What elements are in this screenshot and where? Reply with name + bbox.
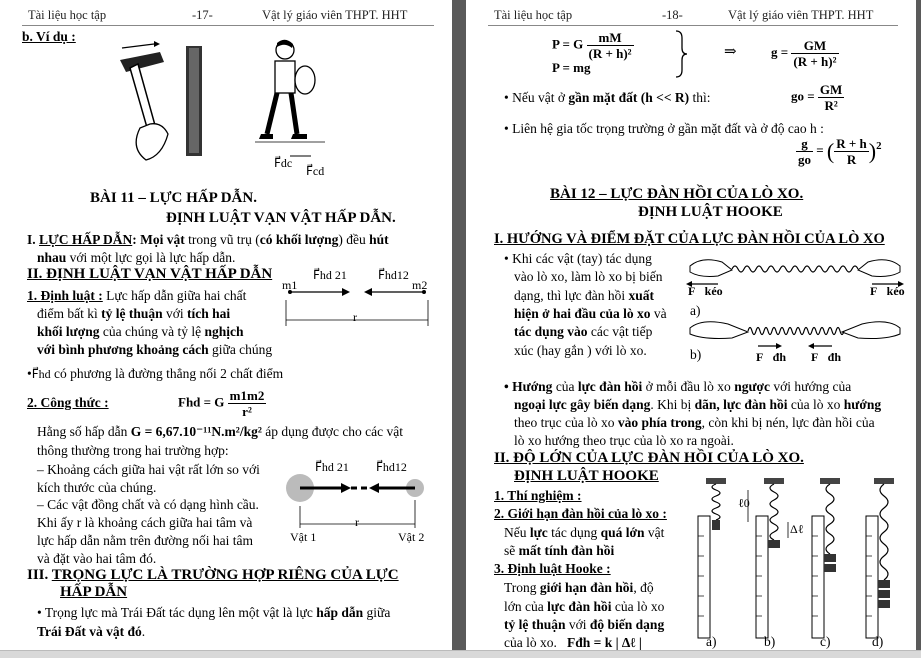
p1-line1: • Khi các vật (tay) tác dụng (504, 251, 652, 266)
limit-label: 2. Giới hạn đàn hồi của lò xo : (494, 506, 667, 521)
p1-line3: dạng, thì lực đàn hồi xuất (514, 288, 655, 303)
sphere-f12-label: F⃗hd12 (376, 460, 407, 474)
section3-line1: • Trọng lực mà Trái Đất tác dụng lên một vật là lực hấp dẫn giữa (37, 605, 391, 620)
fig-a-label: a) (690, 303, 701, 318)
header-rule (22, 25, 434, 26)
p2-line3: theo trục của lò xo vào phía trong, còn khi bị nén, lực đàn hồi của (514, 415, 875, 430)
section3-line2: Trái Đất và vật đó. (37, 624, 146, 639)
section3-title: III. TRỌNG LỰC LÀ TRƯỜNG HỢP RIÊNG CỦA LỰC (27, 567, 399, 583)
case1-line2: kích thước của chúng. (37, 480, 157, 495)
spring-hands-figure (688, 252, 902, 370)
header-left: Tài liệu học tập (494, 8, 573, 22)
l0-label: ℓ0 (738, 496, 750, 510)
hooke-line4: của lò xo. Fđh = k | Δℓ | (504, 635, 642, 650)
header-right: Vật lý giáo viên THPT. HHT (728, 8, 874, 22)
p1-line2: vào lò xo, làm lò xo bị biến (514, 269, 663, 284)
spring-b-label: b) (764, 634, 776, 649)
f21-label: F⃗hd 21 (313, 268, 347, 282)
page-number: -18- (662, 8, 683, 22)
elastic-force-1-label: F⃗đh (756, 350, 787, 364)
spring-c-label: c) (820, 634, 831, 649)
case2-line3: lực hấp dẫn nằm trên đường nối hai tâm (37, 533, 253, 548)
force-dc-label: F⃗dc (274, 156, 293, 170)
sphere-f21-label: F⃗hd 21 (315, 460, 349, 474)
limit-line2: sẽ mất tính đàn hồi (504, 543, 615, 558)
hooke-label: 3. Định luật Hooke : (494, 561, 611, 576)
definition-line1: 1. Định luật : Lực hấp dẫn giữa hai chất (27, 288, 247, 303)
lesson-subtitle: ĐỊNH LUẬT VẠN VẬT HẤP DẪN. (166, 210, 396, 226)
section1-title: LỰC HẤP DẪN (39, 232, 133, 247)
f12-label: F⃗hd12 (378, 268, 409, 282)
section2-title: II. ĐỊNH LUẬT VẠN VẬT HẤP DẪN (27, 266, 273, 282)
p1-line4: hiện ở hai đầu của lò xo và (514, 306, 667, 321)
system-brace (674, 30, 688, 78)
force-cd-label: F⃗cd (306, 164, 325, 178)
p2-line2: ngoại lực gây biến dạng. Khi bị dãn, lực đàn hồi của lò xo hướng (514, 397, 882, 412)
spring-d-label: d) (872, 634, 884, 649)
m1-label: m1 (282, 278, 298, 292)
gravity-formula: Fhd = G $\frac{m1m2}{\text{r²}}$ (178, 388, 265, 419)
pull-force-right-label: F⃗kéo (870, 284, 905, 298)
hammer-figure (100, 38, 230, 163)
fhd-bullet: •F⃗hd có phương là đường thẳng nối 2 chất điểm (27, 366, 284, 381)
left-page (0, 0, 452, 658)
p2-line4: lò xo hướng theo trục của lò xo ra ngoài. (514, 433, 734, 448)
hooke-line1: Trong giới hạn đàn hồi, độ (504, 580, 654, 595)
right-page (466, 0, 916, 658)
hooke-line2: lớn của lực đàn hồi của lò xo (504, 599, 665, 614)
section1-line1: I. LỰC HẤP DẪN: Mọi vật trong vũ trụ (có khối lượng) đều hút (27, 232, 389, 247)
hooke-line3: tỷ lệ thuận với độ biến dạng (504, 617, 665, 632)
section2-subtitle: ĐỊNH LUẬT HOOKE (514, 468, 659, 484)
section1-line2: nhau với một lực gọi là lực hấp dẫn. (37, 250, 236, 265)
person-figure (255, 38, 330, 168)
section1-title: I. HƯỚNG VÀ ĐIỂM ĐẶT CỦA LỰC ĐÀN HỒI CỦA LÒ XO (494, 231, 885, 247)
case2-line1: – Các vật đồng chất và có dạng hình cầu. (37, 497, 259, 512)
sphere-r-label: r (355, 515, 359, 529)
page-number: -17- (192, 8, 213, 22)
lesson-title: BÀI 11 – LỰC HẤP DẪN. (90, 190, 257, 206)
spring-a-label: a) (706, 634, 717, 649)
experiment-label: 1. Thí nghiệm : (494, 488, 582, 503)
p1-line5: tác dụng vào các vật tiếp (514, 324, 653, 339)
section2-title: II. ĐỘ LỚN CỦA LỰC ĐÀN HỒI CỦA LÒ XO. (494, 450, 804, 466)
limit-line1: Nếu lực tác dụng quá lớn vật (504, 525, 665, 540)
body2-label: Vật 2 (398, 530, 425, 544)
lesson-subtitle: ĐỊNH LUẬT HOOKE (638, 204, 783, 220)
p1-line6: xúc (hay gắn ) với lò xo. (514, 343, 647, 358)
delta-l-label: Δℓ (790, 522, 804, 536)
section3-title-line2: HẤP DẪN (60, 584, 128, 600)
spring-experiment-figure (684, 476, 906, 641)
lesson-title: BÀI 12 – LỰC ĐÀN HỒI CỦA LÒ XO. (550, 186, 804, 202)
case1-line1: – Khoảng cách giữa hai vật rất lớn so với (37, 462, 260, 477)
r-label: r (353, 310, 357, 324)
case2-line2: Khi ấy r là khoảng cách giữa hai tâm và (37, 515, 253, 530)
p2-line1: • Hướng của lực đàn hồi ở mỗi đầu lò xo ngược với hướng của (504, 379, 852, 394)
case2-line4: và đặt vào hai tâm đó. (37, 551, 157, 566)
equation-p2: P = mg (552, 60, 591, 75)
body1-label: Vật 1 (290, 530, 317, 544)
g0-formula: go = $\frac{GM}{\text{R²}}$ (791, 82, 843, 113)
equation-p1: P = G $\frac{mM}{\text{(R + h)²}}$ (552, 30, 632, 61)
constant-line2: thông thường trong hai trường hợp: (37, 443, 229, 458)
m2-label: m2 (412, 278, 428, 292)
pull-force-left-label: F⃗kéo (688, 284, 723, 298)
implies-symbol: ⇒ (724, 44, 737, 60)
elastic-force-2-label: F⃗đh (811, 350, 842, 364)
header-rule (488, 25, 898, 26)
constant-line1: Hằng số hấp dẫn G = 6,67.10⁻¹¹N.m²/kg² áp dụng được cho các vật (37, 424, 404, 439)
near-surface-line: • Nếu vật ở gần mặt đất (h << R) thì: (504, 90, 711, 105)
two-mass-figure (282, 278, 432, 328)
header-left: Tài liệu học tập (28, 8, 107, 22)
g-formula: g = $\frac{GM}{\text{(R + h)²}}$ (771, 38, 837, 69)
relation-formula: $\frac{g}{go}$ = ( $\frac{R + h}{R}$ )$^2$ (798, 136, 882, 167)
relation-line: • Liên hệ gia tốc trọng trường ở gần mặt đất và ở độ cao h : (504, 121, 824, 136)
definition-line3: khối lượng của chúng và tỷ lệ nghịch (37, 324, 244, 339)
fig-b-label: b) (690, 347, 702, 362)
definition-line2: điểm bất kì tỷ lệ thuận với tích hai (37, 306, 231, 321)
definition-line4: với bình phương khoảng cách giữa chúng (37, 342, 273, 357)
horizontal-scrollbar[interactable] (0, 650, 921, 658)
header-right: Vật lý giáo viên THPT. HHT (262, 8, 408, 22)
example-heading: b. Ví dụ : (22, 29, 76, 44)
formula-label: 2. Công thức : (27, 395, 109, 410)
